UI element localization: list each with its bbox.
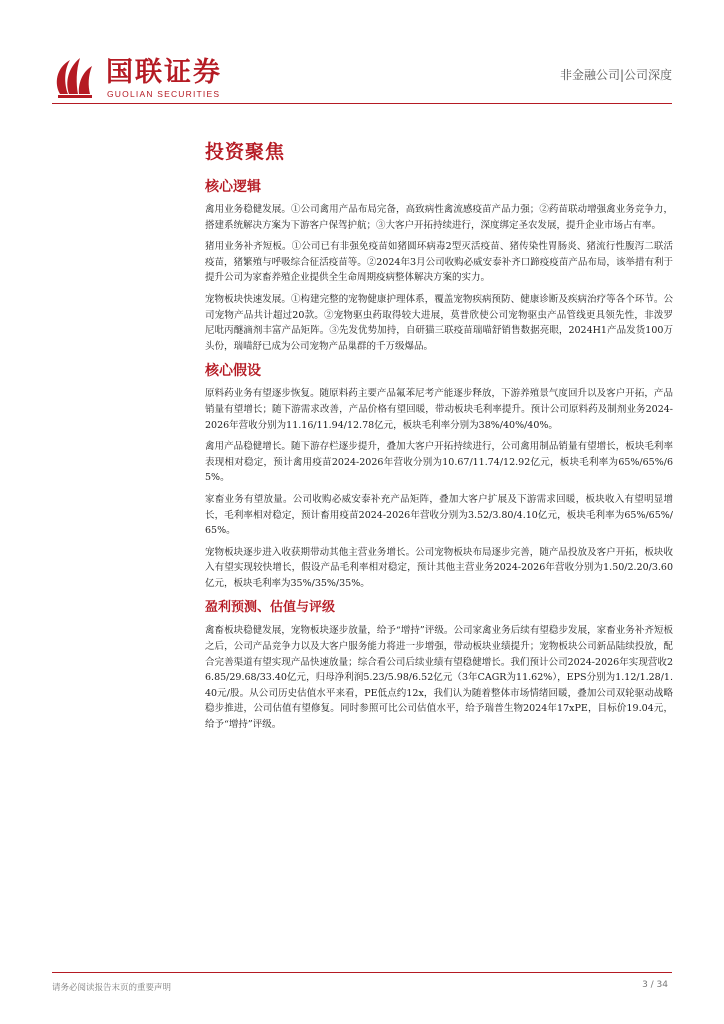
- footer-divider: [52, 972, 672, 973]
- footer-disclaimer: 请务必阅读报告末页的重要声明: [52, 983, 172, 993]
- section-title: 核心逻辑: [205, 179, 261, 195]
- paragraph: 宠物板块快速发展。①构建完整的宠物健康护理体系，覆盖宠物疾病预防、健康诊断及疾病治疗等各个环节。公司宠物产品共计超过20款。②宠物驱虫药取得较大进展，莫普欣使公司宠物驱虫产品管线更具领先性，非泼罗尼吡丙醚滴剂丰富产品矩阵。③先发优势加持，自研猫三联疫苗瑞喵舒销售数据亮眼，2024H1产品发货100万头份，瑞喵舒已成为公司宠物产品巢群的千万级爆品。: [205, 293, 673, 352]
- paragraph: 禽用业务稳健发展。①公司禽用产品布局完备，高致病性禽流感疫苗产品力强；②药苗联动增强禽业务竞争力，搭建系统解决方案为下游客户保驾护航；③大客户开拓持续进行，深度绑定圣农发展，提升企业市场占有率。: [205, 204, 673, 231]
- paragraph: 原料药业务有望逐步恢复。随原料药主要产品氟苯尼考产能逐步释放，下游养殖景气度回升以及客户开拓，产品销量有望增长；随下游需求改善，产品价格有望回暖，带动板块毛利率提升。预计公司原料药及制剂业务2024-2026年营收分别为11.16/11.94/12.78亿元，板块毛利率分别为38%/40%/40%。: [205, 388, 673, 431]
- page-number: 3 / 34: [642, 980, 668, 990]
- guolian-logo-icon: [52, 54, 98, 100]
- section-forecast-valuation-rating: [205, 599, 673, 732]
- paragraph: 家畜业务有望放量。公司收购必威安泰补充产品矩阵，叠加大客户扩展及下游需求回暖，板块收入有望明显增长，毛利率相对稳定，预计畜用疫苗2024-2026年营收分别为3.52/3.80/4.10亿元，板块毛利率为65%/65%/65%。: [205, 493, 673, 537]
- paragraph: 猪用业务补齐短板。①公司已有非强免疫苗如猪圆环病毒2型灭活疫苗、猪传染性胃肠炎、猪流行性腹泻二联活疫苗，猪繁殖与呼吸综合征活疫苗等。②2024年3月公司收购必威安泰补齐口蹄疫疫苗产品布局，该举措有利于提升公司为家畜养殖企业提供全生命周期疫病整体解决方案的实力。: [205, 241, 673, 284]
- section-title: 核心假设: [205, 363, 261, 380]
- section-core-assumptions: [205, 362, 673, 591]
- report-category: 非金融公司|公司深度: [559, 68, 672, 82]
- page-title: 投资聚焦: [205, 141, 286, 163]
- main-content: [205, 140, 673, 741]
- section-core-logic: [205, 178, 673, 354]
- paragraph: 禽畜板块稳健发展，宠物板块逐步放量，给予“增持”评级。公司家禽业务后续有望稳步发展，家畜业务补齐短板之后，公司产品竞争力以及大客户服务能力将进一步增强，带动板块业绩提升；宠物板块公司新品陆续投放，配合完善渠道有望实现产品快速放量；综合看公司后续业绩有望稳健增长。我们预计公司2024-2026年实现营收26.85/29.68/33.40亿元，归母净利润5.23/5.98/6.52亿元（3年CAGR为11.62%），EPS分别为1.12/1.28/1.40元/股。从公司历史估值水平来看，PE低点约12x，我们认为随着整体市场情绪回暖，叠加公司双轮驱动战略稳步推进，公司估值有望修复。同时参照可比公司估值水平，给予瑞普生物2024年17xPE，目标价19.04元，给予“增持”评级。: [205, 625, 673, 731]
- logo-name-en: GUOLIAN SECURITIES: [107, 89, 221, 99]
- paragraph: 宠物板块逐步进入收获期带动其他主营业务增长。公司宠物板块布局逐步完善，随产品投放及客户开拓，板块收入有望实现较快增长，假设产品毛利率相对稳定，预计其他主营业务2024-2026年营收分别为1.50/2.20/3.60亿元，板块毛利率为35%/35%/35%。: [205, 546, 673, 589]
- logo-name-cn: 国联证券: [106, 57, 222, 88]
- header-divider: [52, 103, 672, 104]
- page-header: [0, 0, 724, 104]
- paragraph: 禽用产品稳健增长。随下游存栏逐步提升，叠加大客户开拓持续进行，公司禽用制品销量有望增长，板块毛利率表现相对稳定，预计禽用疫苗2024-2026年营收分别为10.67/11.74/12.92亿元，板块毛利率为65%/65%/65%。: [205, 441, 673, 484]
- section-title: 盈利预测、估值与评级: [205, 600, 336, 616]
